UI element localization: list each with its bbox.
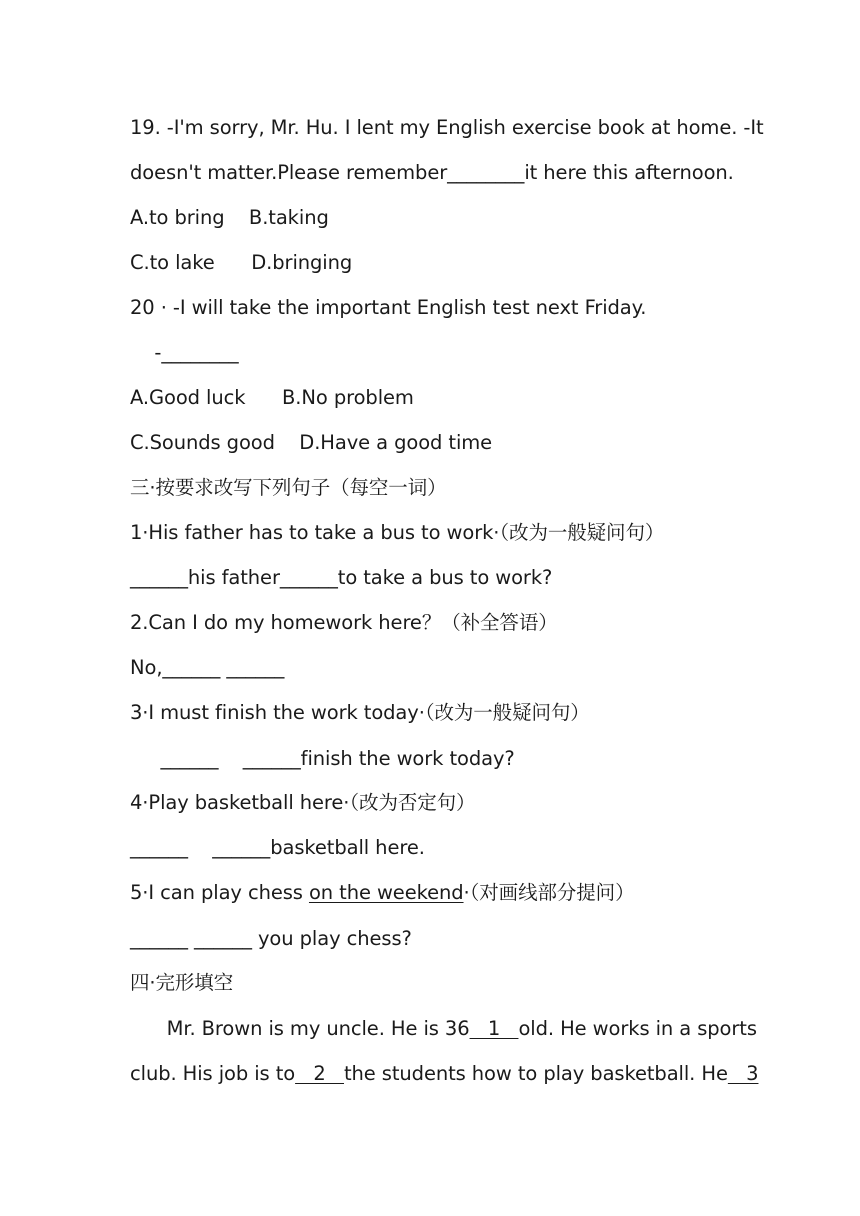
cloze-text-3: club. His job is to (130, 1062, 296, 1085)
q19-line-1: 19. -I'm sorry, Mr. Hu. I lent my English exercise book at home. -It (130, 116, 764, 139)
q19-options-cd: C.to lake D.bringing (130, 251, 353, 274)
rewrite-3-prompt: 3·I must finish the work today·（改为一般疑问句） (130, 701, 590, 724)
cloze-text-5: He (701, 1062, 728, 1085)
rewrite-5-prompt (130, 879, 634, 907)
cloze-text-2: old. He works in a sports (518, 1017, 757, 1040)
q19-line-2: doesn't matter.Please remember________it here this afternoon. (130, 161, 734, 184)
q19-options-ab: A.to bring B.taking (130, 206, 329, 229)
rewrite-3-answer: ______ ______finish the work today? (130, 747, 515, 770)
rewrite-1-prompt: 1·His father has to take a bus to work·（改为一般疑问句） (130, 521, 665, 544)
cloze-text-1: Mr. Brown is my uncle. He is 36 (130, 1017, 470, 1040)
rewrite-1-answer: ______his father______to take a bus to work? (130, 566, 553, 589)
section-3-heading: 三·按要求改写下列句子（每空一词） (130, 476, 447, 499)
rewrite-2-prompt: 2.Can I do my homework here？（补全答语） (130, 611, 558, 634)
rewrite-4-prompt: 4·Play basketball here·（改为否定句） (130, 791, 476, 814)
underlined-phrase: on the weekend (308, 881, 464, 904)
rewrite-5-answer: ______ ______ you play chess? (130, 927, 412, 950)
q20-options-ab: A.Good luck B.No problem (130, 386, 414, 409)
cloze-line-1 (130, 1015, 757, 1043)
cloze-blank-3: 3 (727, 1062, 759, 1085)
rewrite-5-instruction: ·（对画线部分提问） (463, 881, 635, 904)
rewrite-4-answer: ______ ______basketball here. (130, 836, 425, 859)
cloze-blank-1: 1 (469, 1017, 519, 1040)
rewrite-5-lead: 5·I can play chess (130, 881, 309, 904)
section-4-heading: 四·完形填空 (130, 971, 234, 994)
rewrite-2-answer: No,______ ______ (130, 656, 285, 679)
cloze-blank-2: 2 (295, 1062, 344, 1085)
q20-line-1: 20 · -I will take the important English test next Friday. (130, 296, 647, 319)
q20-options-cd: C.Sounds good D.Have a good time (130, 431, 493, 454)
cloze-text-4: the students how to play basketball. (344, 1062, 702, 1085)
q20-line-2: -________ (130, 341, 239, 364)
cloze-line-2 (130, 1060, 758, 1088)
